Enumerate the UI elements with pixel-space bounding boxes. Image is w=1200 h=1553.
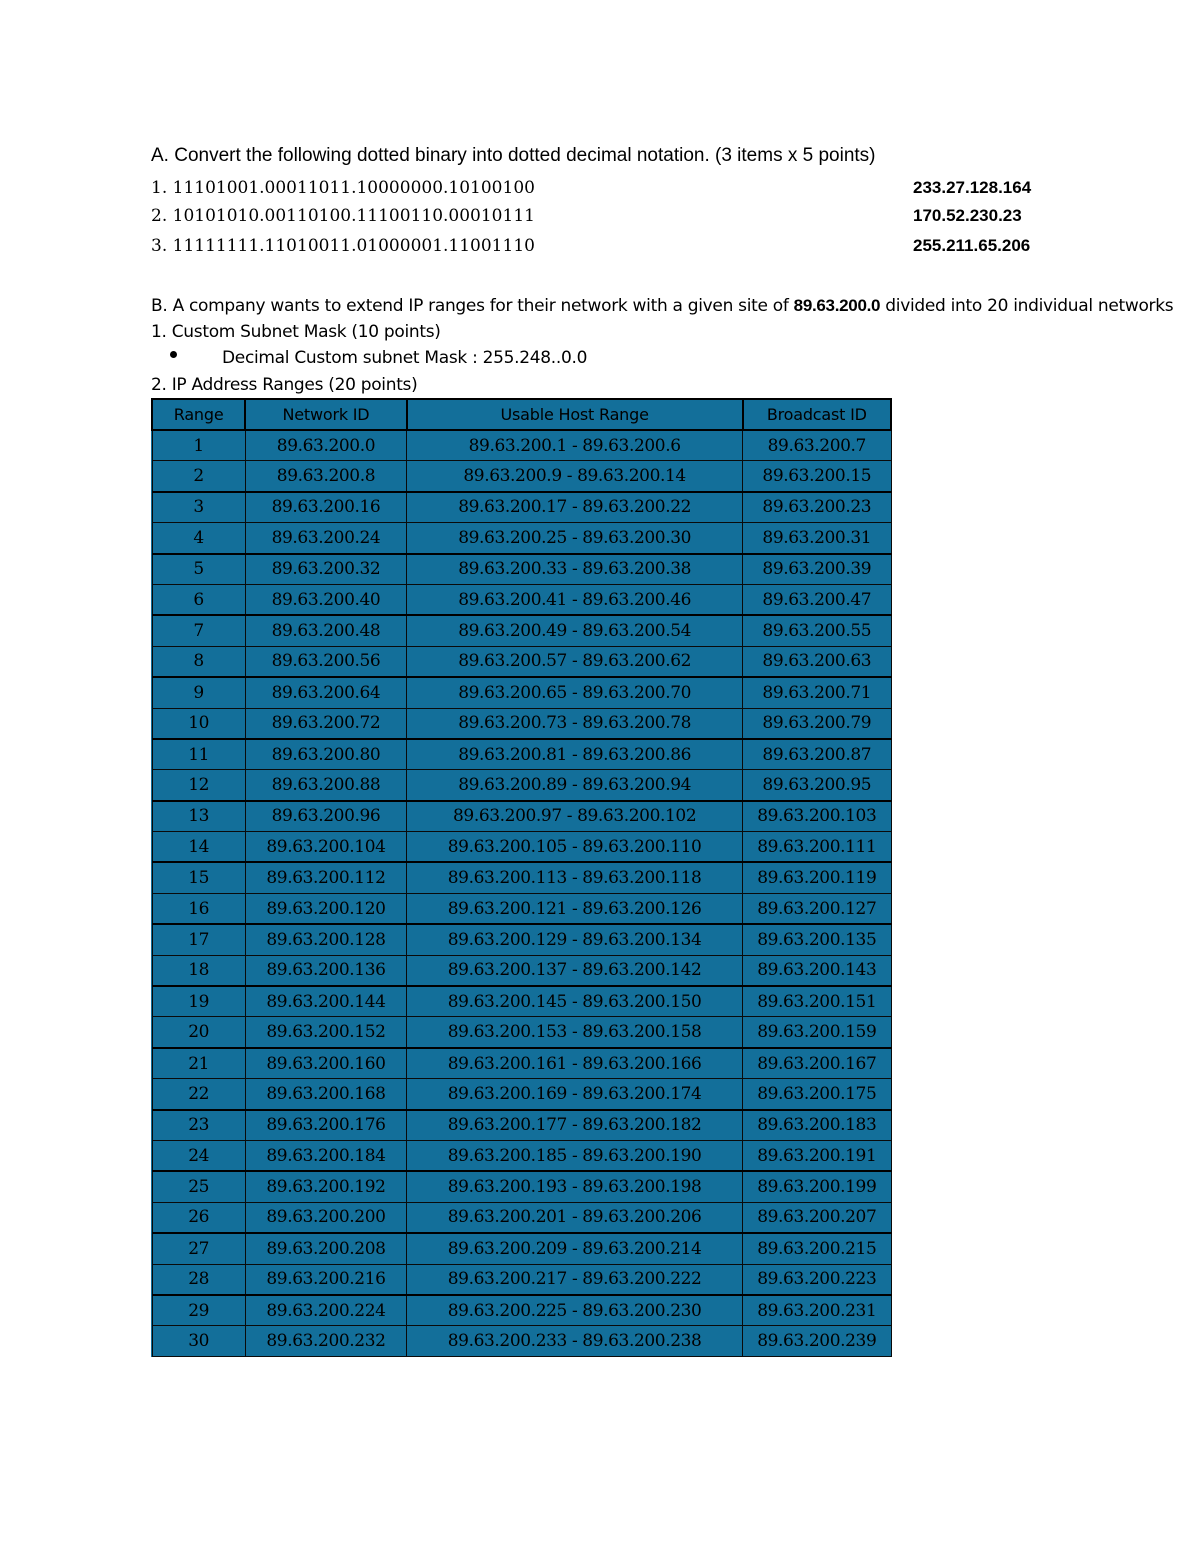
table-row — [152, 770, 891, 801]
cell-usable-host-range: 89.63.200.33 - 89.63.200.38 — [407, 554, 743, 585]
cell-broadcast-id: 89.63.200.31 — [743, 523, 891, 554]
cell-network-id: 89.63.200.216 — [245, 1264, 406, 1295]
cell-network-id: 89.63.200.64 — [245, 677, 406, 708]
cell-broadcast-id: 89.63.200.111 — [743, 832, 891, 863]
cell-network-id: 89.63.200.200 — [245, 1202, 406, 1233]
decimal-answer-2: 170.52.230.23 — [913, 206, 1022, 225]
cell-usable-host-range: 89.63.200.17 - 89.63.200.22 — [407, 492, 743, 523]
cell-broadcast-id: 89.63.200.63 — [743, 646, 891, 677]
cell-range: 23 — [152, 1110, 245, 1141]
cell-range: 7 — [152, 615, 245, 646]
decimal-subnet-mask: Decimal Custom subnet Mask : 255.248..0.0 — [222, 348, 588, 368]
cell-usable-host-range: 89.63.200.225 - 89.63.200.230 — [407, 1295, 743, 1326]
cell-usable-host-range: 89.63.200.193 - 89.63.200.198 — [407, 1171, 743, 1202]
cell-network-id: 89.63.200.40 — [245, 584, 406, 615]
cell-broadcast-id: 89.63.200.7 — [743, 430, 891, 461]
decimal-answer-1: 233.27.128.164 — [913, 178, 1032, 197]
cell-range: 2 — [152, 461, 245, 492]
cell-usable-host-range: 89.63.200.121 - 89.63.200.126 — [407, 893, 743, 924]
cell-range: 14 — [152, 832, 245, 863]
header-broadcast-id: Broadcast ID — [743, 399, 891, 430]
cell-broadcast-id: 89.63.200.199 — [743, 1171, 891, 1202]
cell-network-id: 89.63.200.168 — [245, 1079, 406, 1110]
table-row — [152, 646, 891, 677]
cell-network-id: 89.63.200.120 — [245, 893, 406, 924]
table-row — [152, 1140, 891, 1171]
cell-range: 25 — [152, 1171, 245, 1202]
ip-ranges-heading: 2. IP Address Ranges (20 points) — [151, 375, 418, 395]
cell-network-id: 89.63.200.232 — [245, 1326, 406, 1356]
table-row — [152, 677, 891, 708]
cell-network-id: 89.63.200.24 — [245, 523, 406, 554]
cell-broadcast-id: 89.63.200.103 — [743, 801, 891, 832]
cell-range: 11 — [152, 739, 245, 770]
cell-usable-host-range: 89.63.200.9 - 89.63.200.14 — [407, 461, 743, 492]
binary-question-2: 2. 10101010.00110100.11100110.00010111 — [151, 206, 535, 226]
cell-broadcast-id: 89.63.200.151 — [743, 986, 891, 1017]
cell-broadcast-id: 89.63.200.95 — [743, 770, 891, 801]
cell-network-id: 89.63.200.104 — [245, 832, 406, 863]
cell-network-id: 89.63.200.88 — [245, 770, 406, 801]
cell-usable-host-range: 89.63.200.217 - 89.63.200.222 — [407, 1264, 743, 1295]
table-row — [152, 1233, 891, 1264]
cell-broadcast-id: 89.63.200.215 — [743, 1233, 891, 1264]
cell-usable-host-range: 89.63.200.233 - 89.63.200.238 — [407, 1326, 743, 1356]
cell-range: 24 — [152, 1140, 245, 1171]
cell-broadcast-id: 89.63.200.79 — [743, 708, 891, 739]
cell-usable-host-range: 89.63.200.81 - 89.63.200.86 — [407, 739, 743, 770]
cell-range: 27 — [152, 1233, 245, 1264]
cell-broadcast-id: 89.63.200.223 — [743, 1264, 891, 1295]
table-row — [152, 708, 891, 739]
cell-network-id: 89.63.200.184 — [245, 1140, 406, 1171]
cell-usable-host-range: 89.63.200.169 - 89.63.200.174 — [407, 1079, 743, 1110]
cell-broadcast-id: 89.63.200.47 — [743, 584, 891, 615]
cell-broadcast-id: 89.63.200.191 — [743, 1140, 891, 1171]
cell-range: 1 — [152, 430, 245, 461]
cell-network-id: 89.63.200.112 — [245, 862, 406, 893]
cell-broadcast-id: 89.63.200.15 — [743, 461, 891, 492]
cell-network-id: 89.63.200.160 — [245, 1048, 406, 1079]
table-row — [152, 523, 891, 554]
cell-usable-host-range: 89.63.200.137 - 89.63.200.142 — [407, 955, 743, 986]
cell-usable-host-range: 89.63.200.49 - 89.63.200.54 — [407, 615, 743, 646]
cell-range: 15 — [152, 862, 245, 893]
cell-usable-host-range: 89.63.200.1 - 89.63.200.6 — [407, 430, 743, 461]
cell-network-id: 89.63.200.16 — [245, 492, 406, 523]
header-range: Range — [152, 399, 245, 430]
cell-network-id: 89.63.200.192 — [245, 1171, 406, 1202]
cell-network-id: 89.63.200.56 — [245, 646, 406, 677]
cell-broadcast-id: 89.63.200.23 — [743, 492, 891, 523]
table-row — [152, 430, 891, 461]
cell-usable-host-range: 89.63.200.65 - 89.63.200.70 — [407, 677, 743, 708]
cell-broadcast-id: 89.63.200.119 — [743, 862, 891, 893]
table-row — [152, 1326, 891, 1356]
cell-network-id: 89.63.200.80 — [245, 739, 406, 770]
table-row — [152, 1171, 891, 1202]
table-row — [152, 986, 891, 1017]
cell-usable-host-range: 89.63.200.161 - 89.63.200.166 — [407, 1048, 743, 1079]
cell-usable-host-range: 89.63.200.209 - 89.63.200.214 — [407, 1233, 743, 1264]
cell-broadcast-id: 89.63.200.143 — [743, 955, 891, 986]
table-row — [152, 893, 891, 924]
table-row — [152, 862, 891, 893]
table-header-row — [152, 399, 891, 430]
custom-subnet-mask-heading: 1. Custom Subnet Mask (10 points) — [151, 322, 441, 342]
section-a-title: A. Convert the following dotted binary into dotted decimal notation. (3 items x 5 points) — [151, 145, 876, 166]
bullet-dot-icon — [170, 351, 177, 358]
table-row — [152, 492, 891, 523]
cell-network-id: 89.63.200.0 — [245, 430, 406, 461]
cell-network-id: 89.63.200.208 — [245, 1233, 406, 1264]
cell-range: 28 — [152, 1264, 245, 1295]
decimal-answer-3: 255.211.65.206 — [913, 236, 1031, 255]
cell-range: 17 — [152, 924, 245, 955]
cell-usable-host-range: 89.63.200.177 - 89.63.200.182 — [407, 1110, 743, 1141]
cell-usable-host-range: 89.63.200.25 - 89.63.200.30 — [407, 523, 743, 554]
cell-broadcast-id: 89.63.200.183 — [743, 1110, 891, 1141]
cell-range: 26 — [152, 1202, 245, 1233]
cell-usable-host-range: 89.63.200.113 - 89.63.200.118 — [407, 862, 743, 893]
cell-range: 4 — [152, 523, 245, 554]
cell-range: 10 — [152, 708, 245, 739]
cell-network-id: 89.63.200.8 — [245, 461, 406, 492]
cell-network-id: 89.63.200.96 — [245, 801, 406, 832]
intro-ip: 89.63.200.0 — [793, 296, 881, 315]
cell-broadcast-id: 89.63.200.87 — [743, 739, 891, 770]
table-row — [152, 554, 891, 585]
table-row — [152, 1017, 891, 1048]
cell-broadcast-id: 89.63.200.207 — [743, 1202, 891, 1233]
cell-broadcast-id: 89.63.200.239 — [743, 1326, 891, 1356]
cell-usable-host-range: 89.63.200.129 - 89.63.200.134 — [407, 924, 743, 955]
cell-usable-host-range: 89.63.200.105 - 89.63.200.110 — [407, 832, 743, 863]
intro-prefix: B. A company wants to extend IP ranges for their network with a given site of — [151, 296, 794, 316]
cell-range: 5 — [152, 554, 245, 585]
cell-usable-host-range: 89.63.200.153 - 89.63.200.158 — [407, 1017, 743, 1048]
cell-range: 19 — [152, 986, 245, 1017]
cell-range: 6 — [152, 584, 245, 615]
table-row — [152, 924, 891, 955]
cell-range: 30 — [152, 1326, 245, 1356]
cell-usable-host-range: 89.63.200.73 - 89.63.200.78 — [407, 708, 743, 739]
cell-network-id: 89.63.200.48 — [245, 615, 406, 646]
cell-usable-host-range: 89.63.200.57 - 89.63.200.62 — [407, 646, 743, 677]
cell-broadcast-id: 89.63.200.175 — [743, 1079, 891, 1110]
table-row — [152, 1110, 891, 1141]
cell-network-id: 89.63.200.128 — [245, 924, 406, 955]
table-row — [152, 955, 891, 986]
table-row — [152, 832, 891, 863]
cell-broadcast-id: 89.63.200.71 — [743, 677, 891, 708]
cell-network-id: 89.63.200.224 — [245, 1295, 406, 1326]
cell-network-id: 89.63.200.32 — [245, 554, 406, 585]
cell-range: 8 — [152, 646, 245, 677]
binary-question-1: 1. 11101001.00011011.10000000.10100100 — [151, 178, 535, 198]
cell-usable-host-range: 89.63.200.185 - 89.63.200.190 — [407, 1140, 743, 1171]
cell-range: 21 — [152, 1048, 245, 1079]
table-row — [152, 1295, 891, 1326]
intro-suffix: divided into 20 individual networks — [880, 296, 1174, 316]
cell-broadcast-id: 89.63.200.55 — [743, 615, 891, 646]
binary-question-3: 3. 11111111.11010011.01000001.11001110 — [151, 236, 535, 256]
cell-range: 18 — [152, 955, 245, 986]
table-row — [152, 461, 891, 492]
cell-usable-host-range: 89.63.200.145 - 89.63.200.150 — [407, 986, 743, 1017]
ip-ranges-table — [151, 398, 892, 1357]
cell-usable-host-range: 89.63.200.41 - 89.63.200.46 — [407, 584, 743, 615]
cell-usable-host-range: 89.63.200.201 - 89.63.200.206 — [407, 1202, 743, 1233]
cell-network-id: 89.63.200.144 — [245, 986, 406, 1017]
table-row — [152, 1264, 891, 1295]
cell-network-id: 89.63.200.176 — [245, 1110, 406, 1141]
cell-network-id: 89.63.200.152 — [245, 1017, 406, 1048]
cell-range: 22 — [152, 1079, 245, 1110]
cell-range: 9 — [152, 677, 245, 708]
section-b-intro — [151, 296, 1173, 316]
table-row — [152, 1048, 891, 1079]
cell-network-id: 89.63.200.72 — [245, 708, 406, 739]
table-row — [152, 615, 891, 646]
header-network-id: Network ID — [245, 399, 406, 430]
cell-broadcast-id: 89.63.200.159 — [743, 1017, 891, 1048]
cell-range: 16 — [152, 893, 245, 924]
table-row — [152, 1079, 891, 1110]
cell-range: 29 — [152, 1295, 245, 1326]
cell-range: 3 — [152, 492, 245, 523]
cell-range: 13 — [152, 801, 245, 832]
cell-usable-host-range: 89.63.200.89 - 89.63.200.94 — [407, 770, 743, 801]
cell-broadcast-id: 89.63.200.135 — [743, 924, 891, 955]
cell-range: 20 — [152, 1017, 245, 1048]
cell-broadcast-id: 89.63.200.231 — [743, 1295, 891, 1326]
table-row — [152, 739, 891, 770]
cell-range: 12 — [152, 770, 245, 801]
cell-broadcast-id: 89.63.200.167 — [743, 1048, 891, 1079]
table-row — [152, 584, 891, 615]
cell-broadcast-id: 89.63.200.127 — [743, 893, 891, 924]
cell-network-id: 89.63.200.136 — [245, 955, 406, 986]
table-row — [152, 801, 891, 832]
table-row — [152, 1202, 891, 1233]
cell-broadcast-id: 89.63.200.39 — [743, 554, 891, 585]
header-usable-host-range: Usable Host Range — [407, 399, 743, 430]
cell-usable-host-range: 89.63.200.97 - 89.63.200.102 — [407, 801, 743, 832]
